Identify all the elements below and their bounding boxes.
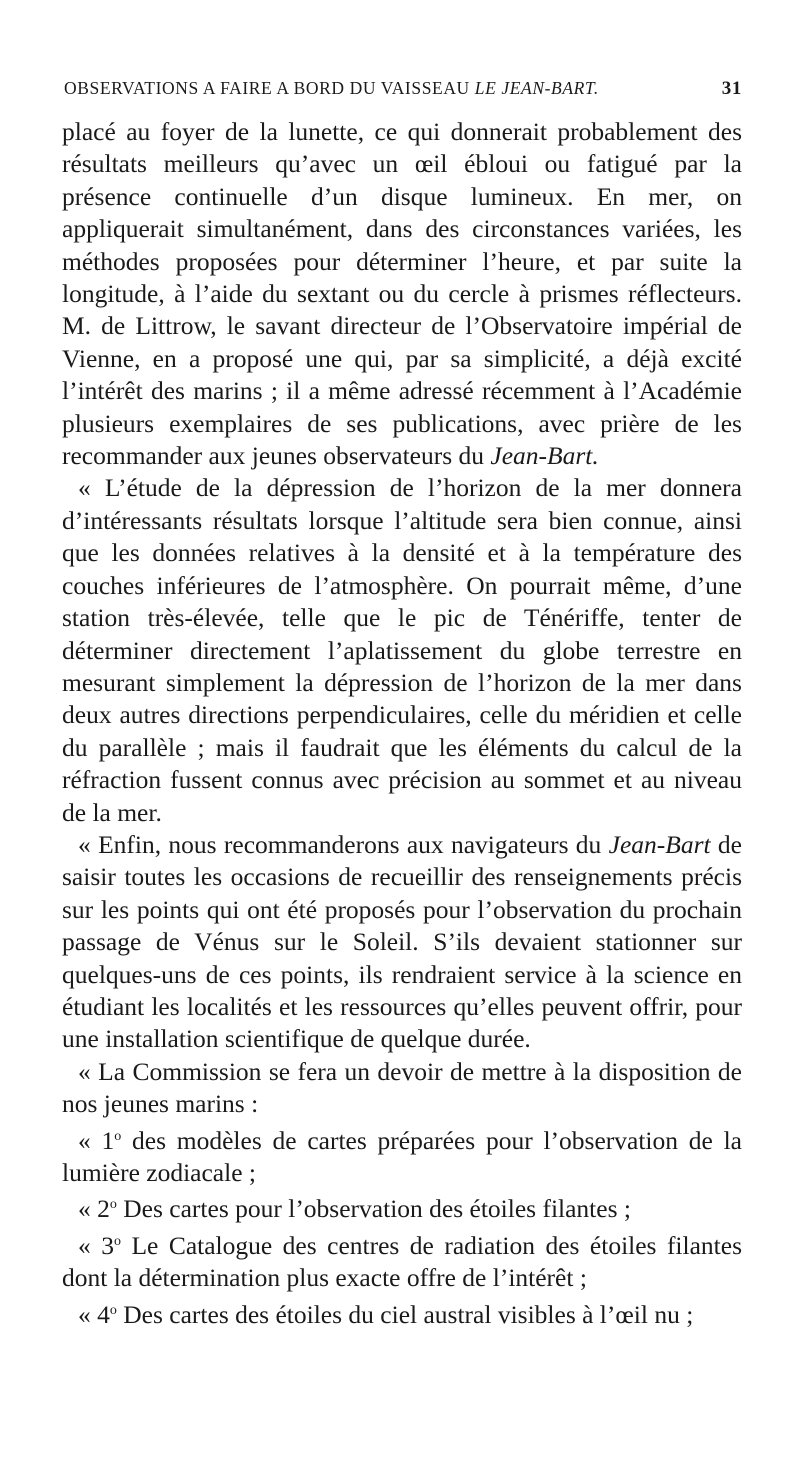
- list-item-3-number: « 3: [78, 1230, 114, 1260]
- running-title: [64, 78, 599, 99]
- paragraph-1-text: placé au foyer de la lunette, ce qui donnerait probablement des résultats meilleurs qu’avec un œil ébloui ou fatigué par la présence continuelle d’un disque lumineux. En mer, on appliquerait simultanément, dans des circonstances variées, les méthodes proposées pour déterminer l’heure, et par suite la longitude, à l’aide du sextant ou du cercle à prismes réflecteurs. M. de Littrow, le savant directeur de l’Observatoire impérial de Vienne, en a proposé une qui, par sa simplicité, a déjà excité l’intérêt des marins ; il a même adressé récemment à l’Académie plusieurs exemplaires de ses publications, avec prière de les recommander aux jeunes observateurs du: [62, 117, 742, 471]
- paragraph-1-ship-name: Jean-Bart.: [490, 441, 599, 471]
- paragraph-3-ship-name: Jean-Bart: [608, 829, 711, 859]
- list-item-3-text: Le Catalogue des centres de radiation des étoiles filantes dont la détermination plus exacte offre de l’intérêt ;: [62, 1230, 743, 1293]
- list-item-2: [62, 1189, 742, 1225]
- list-item-1-text: des modèles de cartes préparées pour l’observation de la lumière zodiacale ;: [62, 1125, 743, 1187]
- list-item-4-text: Des cartes des étoiles du ciel austral visibles à l’œil nu ;: [116, 1299, 694, 1329]
- list-item-2-number: « 2: [78, 1194, 110, 1224]
- running-title-prefix: OBSERVATIONS A FAIRE A BORD DU VAISSEAU: [64, 78, 475, 98]
- list-item-3-ordinal: o: [113, 1233, 121, 1249]
- page: [62, 78, 742, 1331]
- running-title-ship: LE JEAN-BART.: [474, 78, 599, 98]
- running-head: [64, 78, 742, 108]
- body-text: [62, 116, 742, 1331]
- paragraph-2: « L’étude de la dépression de l’horizon de la mer donnera d’intéressants résultats lorsque l’altitude sera bien connue, ainsi que les données relatives à la densité et à la température des couches inférieures de l’atmosphère. On pourrait même, d’une station très-élevée, telle que le pic de Ténériffe, tenter de déterminer directement l’aplatissement du globe terrestre en mesurant simplement la dépression de l’horizon de la mer dans deux autres directions perpendiculaires, celle du méridien et celle du parallèle ; mais il faudrait que les éléments du calcul de la réfraction fussent connus avec précision au sommet et au niveau de la mer.: [62, 473, 742, 827]
- list-item-2-ordinal: o: [109, 1197, 117, 1213]
- list-item-4-ordinal: o: [109, 1302, 117, 1318]
- list-item-4: [62, 1295, 742, 1331]
- paragraph-3-start: « Enfin, nous recommanderons aux navigateurs du: [78, 829, 609, 859]
- list-item-2-text: Des cartes pour l’observation des étoiles filantes ;: [116, 1194, 631, 1224]
- paragraph-4: « La Commission se fera un devoir de mettre à la disposition de nos jeunes marins :: [62, 1056, 742, 1119]
- list-item-1-number: « 1: [78, 1125, 115, 1155]
- list-item-4-number: « 4: [78, 1299, 110, 1329]
- paragraph-3: [62, 829, 742, 1056]
- list-item-1-ordinal: o: [114, 1128, 122, 1144]
- paragraph-1: [62, 116, 742, 472]
- list-item-3: [62, 1226, 742, 1295]
- list-item-1: [62, 1121, 742, 1190]
- paragraph-3-rest: de saisir toutes les occasions de recueillir des renseignements précis sur les points qui ont été proposés pour l’observation du prochain passage de Vénus sur le Soleil. S’ils devaient stationner sur quelques-uns de ces points, ils rendraient service à la science en étudiant les localités et les ressources qu’elles peuvent offrir, pour une installation scientifique de quelque durée.: [62, 829, 742, 1054]
- page-number: 31: [721, 78, 742, 99]
